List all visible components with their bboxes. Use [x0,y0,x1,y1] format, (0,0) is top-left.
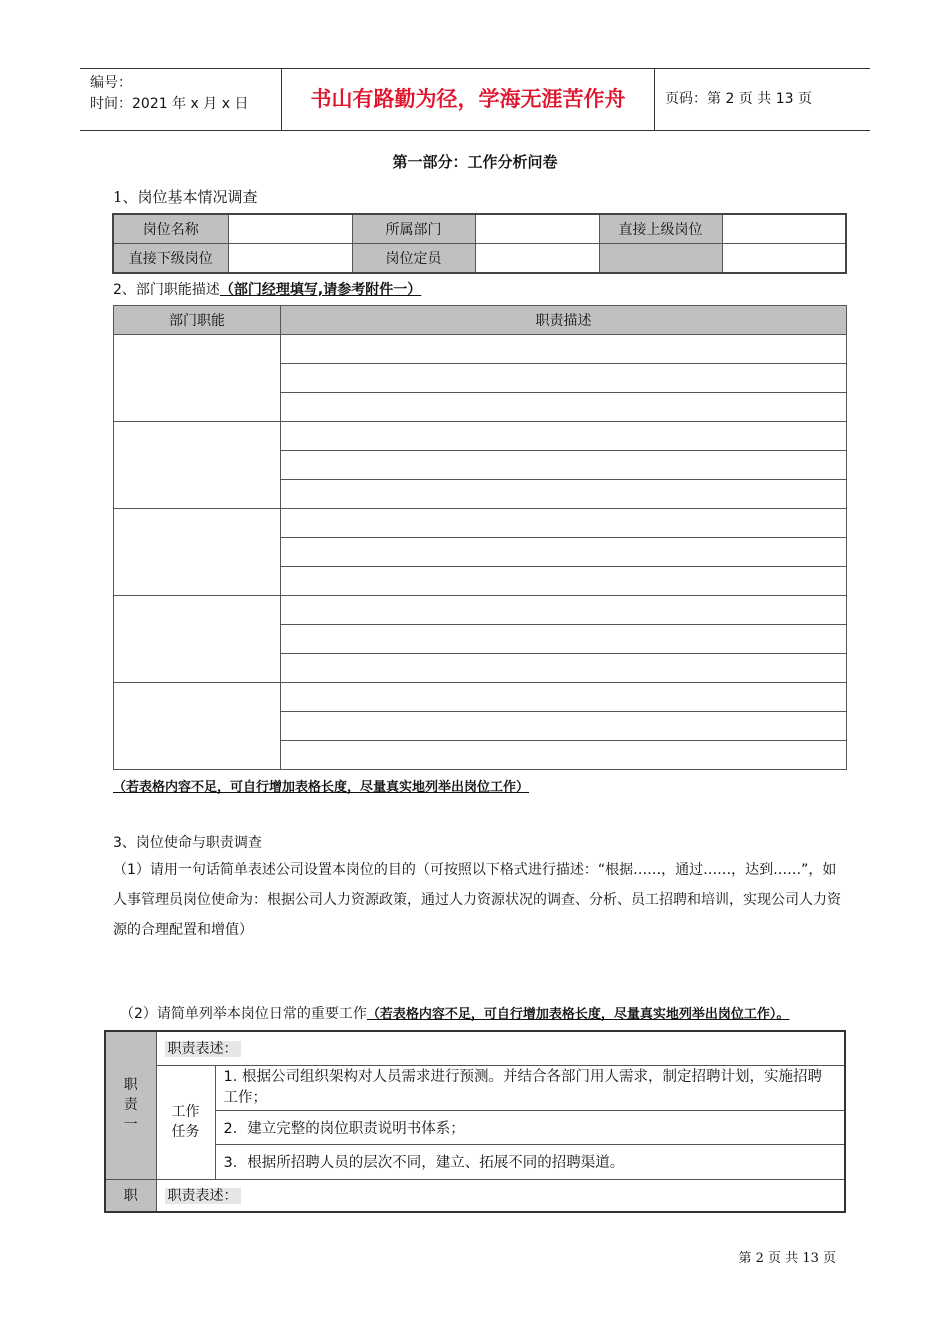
task-item[interactable]: 3．根据所招聘人员的层次不同，建立、拓展不同的招聘渠道。 [215,1144,845,1179]
header-meta [90,73,248,115]
section3-q2: （2）请简单列举本岗位日常的重要工作 [120,1006,367,1022]
description-cell[interactable] [281,335,847,364]
section2-footnote: （若表格内容不足，可自行增加表格长度，尽量真实地列举出岗位工作） [113,780,530,795]
blank-cell[interactable] [722,244,846,274]
section2-note: （部门经理填写,请参考附件一） [219,282,422,298]
description-cell[interactable] [281,654,847,683]
field-headcount[interactable] [475,244,599,274]
description-cell[interactable] [281,364,847,393]
section3-heading: 3、岗位使命与职责调查 [113,835,262,851]
col-dept-function: 部门职能 [114,306,281,335]
function-cell[interactable] [114,335,281,422]
page-header [80,68,870,131]
section2-heading: 2、部门职能描述 [113,282,220,298]
label-position-name: 岗位名称 [113,214,228,244]
function-cell[interactable] [114,509,281,596]
section3-q2-line [120,1003,789,1023]
function-cell[interactable] [114,422,281,509]
description-cell[interactable] [281,683,847,712]
code-label: 编号： [90,75,132,91]
description-cell[interactable] [281,567,847,596]
basic-info-table [112,213,847,274]
duty1-desc-label: 职责表述： [165,1041,241,1057]
description-cell[interactable] [281,509,847,538]
description-cell[interactable] [281,625,847,654]
col-duty-description: 职责描述 [281,306,847,335]
description-cell[interactable] [281,393,847,422]
description-cell[interactable] [281,741,847,770]
description-cell[interactable] [281,712,847,741]
field-direct-subordinate[interactable] [228,244,352,274]
duty2-desc-label: 职责表述： [165,1188,241,1204]
header-motto: 书山有路勤为径，学海无涯苦作舟 [310,87,626,111]
label-department: 所属部门 [352,214,475,244]
description-cell[interactable] [281,480,847,509]
description-cell[interactable] [281,538,847,567]
field-position-name[interactable] [228,214,352,244]
page-footer: 第 2 页 共 13 页 [738,1251,836,1266]
field-department[interactable] [475,214,599,244]
description-cell[interactable] [281,422,847,451]
function-cell[interactable] [114,683,281,770]
duty2-description-row[interactable] [156,1179,845,1212]
description-cell[interactable] [281,451,847,480]
duty-table [104,1030,846,1213]
label-direct-subordinate: 直接下级岗位 [113,244,228,274]
page-title: 第一部分：工作分析问卷 [392,153,558,171]
description-cell[interactable] [281,596,847,625]
header-page-info: 页码：第 2 页 共 13 页 [665,91,812,107]
function-cell[interactable] [114,596,281,683]
section1-heading: 1、岗位基本情况调查 [113,188,258,206]
label-headcount: 岗位定员 [352,244,475,274]
header-divider [654,69,655,130]
duty1-description-row[interactable] [156,1031,845,1065]
section3-q1: （1）请用一句话简单表述公司设置本岗位的目的（可按照以下格式进行描述：“根据……，通过……，达到……”，如人事管理员岗位使命为：根据公司人力资源政策，通过人力资源状况的调查、分析、员工招聘和培训，实现公司人力资源的合理配置和增值） [113,862,841,938]
blank-gray-cell [599,244,722,274]
dept-function-table [113,305,847,770]
task-item[interactable]: 1. 根据公司组织架构对人员需求进行预测。并结合各部门用人需求，制定招聘计划，实施招聘工作； [215,1065,845,1110]
task-item[interactable]: 2．建立完整的岗位职责说明书体系； [215,1110,845,1144]
field-direct-superior[interactable] [722,214,846,244]
duty2-label: 职 [105,1179,156,1212]
duty1-label: 职责一 [105,1031,156,1179]
time-label: 时间：2021 年 x 月 x 日 [90,96,249,112]
section2-heading-line [113,279,421,299]
label-direct-superior: 直接上级岗位 [599,214,722,244]
section3-q2-note: （若表格内容不足，可自行增加表格长度，尽量真实地列举出岗位工作）。 [366,1007,790,1022]
task-label: 工作任务 [156,1065,215,1179]
